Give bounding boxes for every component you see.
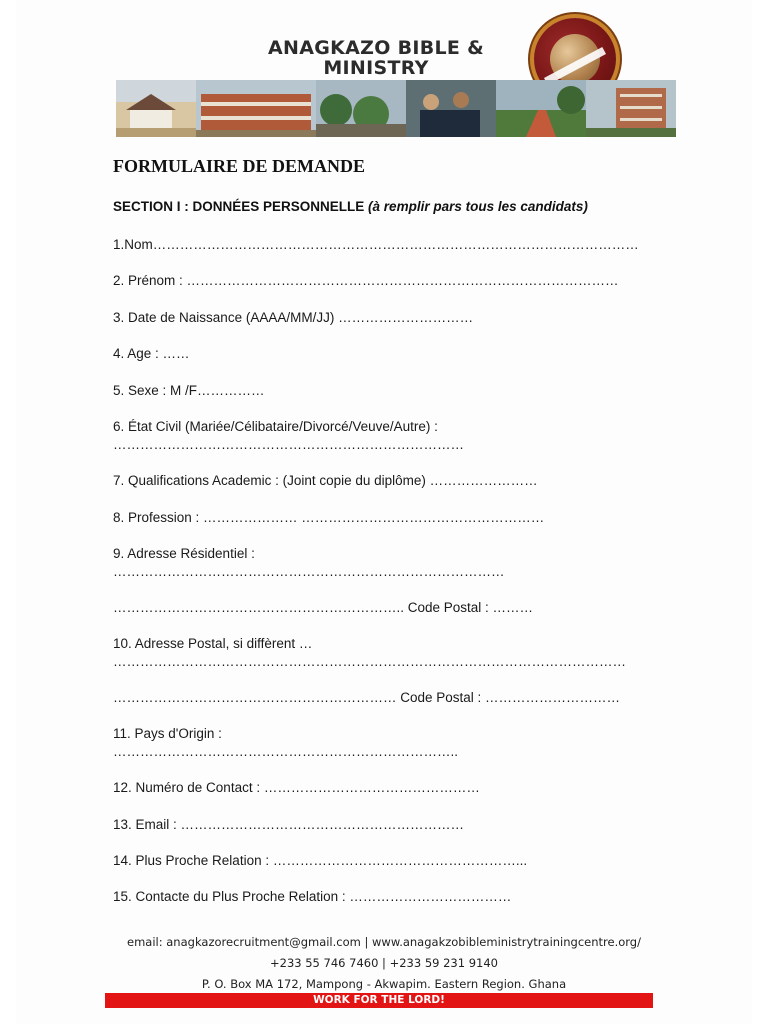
- dormitory-photo: [196, 80, 316, 137]
- field-adresse-postal: 10. Adresse Postal, si diffèrent …: [113, 636, 313, 651]
- field-age: 4. Age : ……: [113, 346, 190, 361]
- field-nom: 1.Nom………………………………………………………………………………………………: [113, 237, 639, 252]
- field-qualifications: 7. Qualifications Academic : (Joint copie du diplôme) ……………………: [113, 473, 538, 488]
- institution-name-line1: ANAGKAZO BIBLE & MINISTRY: [268, 37, 484, 79]
- field-email: 13. Email : ………………………………………………………: [113, 817, 465, 832]
- form-title: FORMULAIRE DE DEMANDE: [113, 156, 365, 176]
- campus-path-photo: [496, 80, 586, 137]
- field-date-naissance: 3. Date de Naissance (AAAA/MM/JJ) …………………………: [113, 310, 474, 325]
- field-adresse-postal-line: ……………………………………………………………………………………………………: [113, 654, 626, 669]
- footer-contact-line: email: anagkazorecruitment@gmail.com | www.anagakzobibleministrytrainingcentre.org/: [127, 935, 641, 949]
- footer-address-line: P. O. Box MA 172, Mampong - Akwapim. Eastern Region. Ghana: [201, 977, 567, 991]
- campus-building-photo: [116, 80, 196, 137]
- field-code-postal-residentiel: ……………………………………………………….. Code Postal : ………: [113, 600, 534, 615]
- field-pays-origin: 11. Pays d'Origin :: [113, 726, 222, 741]
- section-heading: [113, 199, 588, 214]
- field-code-postal-postal: ……………………………………………………… Code Postal : …………………………: [113, 690, 621, 705]
- application-form-page: [16, 0, 752, 1024]
- field-contacte-proche-relation: 15. Contacte du Plus Proche Relation : ………………………………: [113, 889, 512, 904]
- campus-trees-photo: [316, 80, 406, 137]
- field-proche-relation: 14. Plus Proche Relation : ………………………………………………...: [113, 853, 528, 868]
- field-sexe: 5. Sexe : M /F……………: [113, 383, 265, 398]
- field-adresse-residentiel: 9. Adresse Résidentiel :: [113, 546, 255, 561]
- section-note: (à remplir pars tous les candidats): [368, 199, 588, 214]
- field-profession: 8. Profession : ………………… ………………………………………………: [113, 510, 545, 525]
- field-numero-contact: 12. Numéro de Contact : …………………………………………: [113, 780, 480, 795]
- field-etat-civil: 6. État Civil (Mariée/Célibataire/Divorcé/Veuve/Autre) :: [113, 419, 438, 434]
- field-etat-civil-line: ……………………………………………………………………: [113, 437, 464, 452]
- slogan-bar: WORK FOR THE LORD!: [105, 993, 653, 1008]
- footer-phone-line: +233 55 746 7460 | +233 59 231 9140: [270, 956, 498, 970]
- field-prenom: 2. Prénom : ……………………………………………………………………………………: [113, 273, 619, 288]
- section-title: SECTION I : DONNÉES PERSONNELLE: [113, 199, 365, 214]
- campus-building-side-photo: [586, 80, 676, 137]
- campus-photo-strip: [116, 80, 676, 137]
- graduation-photo: [406, 80, 496, 137]
- field-adresse-residentiel-line: ……………………………………………………………………………: [113, 564, 505, 579]
- field-pays-origin-line: …………………………………………………………………..: [113, 744, 459, 759]
